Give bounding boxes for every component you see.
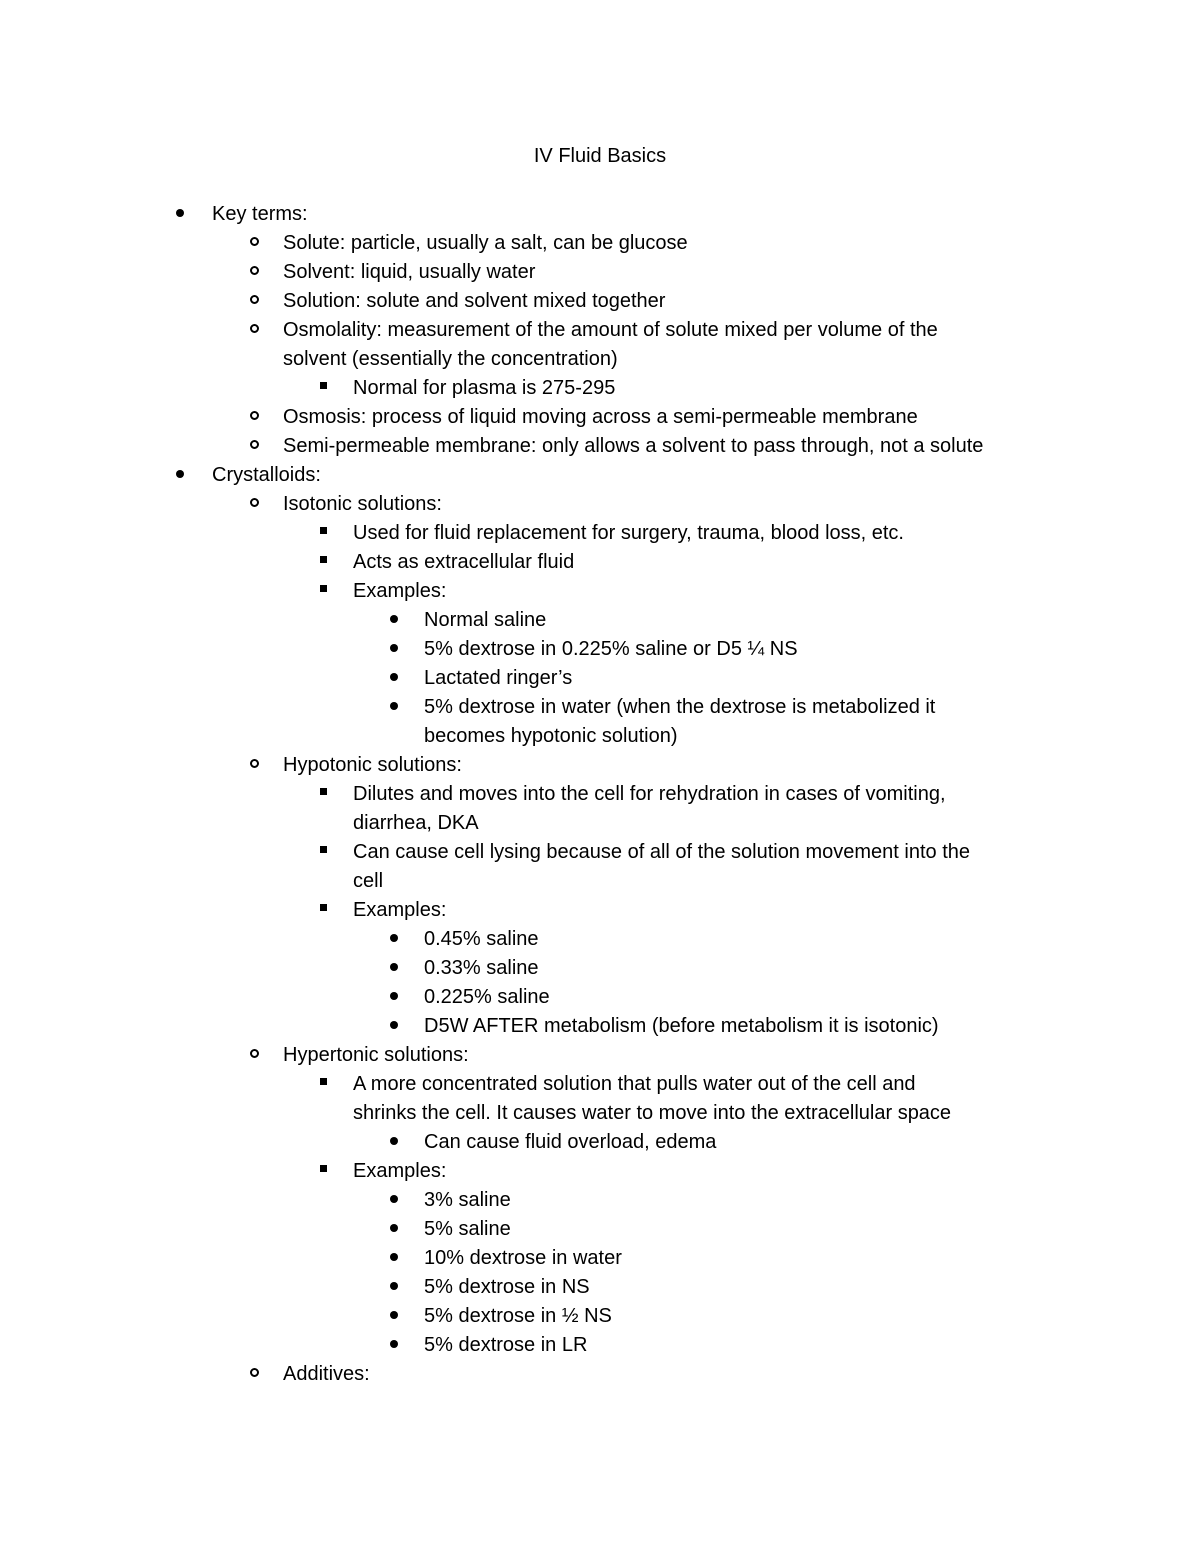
list-item-text: Normal saline bbox=[424, 609, 547, 631]
list-item-text: Hypertonic solutions: bbox=[283, 1044, 469, 1066]
list-item bbox=[0, 1128, 1200, 1157]
list-item-text: becomes hypotonic solution) bbox=[424, 725, 678, 747]
list-item bbox=[0, 1070, 1200, 1099]
list-item-continuation bbox=[0, 809, 1200, 838]
list-item-text: 3% saline bbox=[424, 1189, 511, 1211]
list-item bbox=[0, 780, 1200, 809]
list-item-text: Additives: bbox=[283, 1363, 370, 1385]
list-item-text: Osmolality: measurement of the amount of solute mixed per volume of the bbox=[283, 319, 938, 341]
bullet-square-icon bbox=[320, 577, 327, 606]
list-item-text: Isotonic solutions: bbox=[283, 493, 442, 515]
list-item-text: Dilutes and moves into the cell for rehydration in cases of vomiting, bbox=[353, 783, 946, 805]
list-item-text: Can cause fluid overload, edema bbox=[424, 1131, 717, 1153]
list-item-text: Crystalloids: bbox=[212, 464, 321, 486]
list-item bbox=[0, 461, 1200, 490]
list-item bbox=[0, 316, 1200, 345]
bullet-dot-icon bbox=[390, 664, 398, 693]
list-item bbox=[0, 635, 1200, 664]
outline-list bbox=[0, 200, 1200, 1389]
list-item-text: Solvent: liquid, usually water bbox=[283, 261, 536, 283]
bullet-dot-icon bbox=[390, 1244, 398, 1273]
list-item-text: Solution: solute and solvent mixed together bbox=[283, 290, 666, 312]
list-item bbox=[0, 925, 1200, 954]
list-item-text: 5% dextrose in water (when the dextrose is metabolized it bbox=[424, 696, 936, 718]
bullet-dot-icon bbox=[390, 925, 398, 954]
list-item-text: solvent (essentially the concentration) bbox=[283, 348, 618, 370]
list-item bbox=[0, 1331, 1200, 1360]
bullet-dot-icon bbox=[390, 1273, 398, 1302]
list-item bbox=[0, 1273, 1200, 1302]
list-item-text: diarrhea, DKA bbox=[353, 812, 479, 834]
list-item bbox=[0, 1244, 1200, 1273]
list-item-text: 5% dextrose in 0.225% saline or D5 ¼ NS bbox=[424, 638, 798, 660]
bullet-dot-icon bbox=[390, 635, 398, 664]
bullet-dot-icon bbox=[176, 200, 184, 229]
bullet-dot-icon bbox=[390, 1128, 398, 1157]
list-item-text: Acts as extracellular fluid bbox=[353, 551, 575, 573]
bullet-circle-icon bbox=[250, 490, 259, 519]
bullet-square-icon bbox=[320, 374, 327, 403]
list-item-text: 5% saline bbox=[424, 1218, 511, 1240]
list-item bbox=[0, 1215, 1200, 1244]
list-item bbox=[0, 1186, 1200, 1215]
list-item-text: Examples: bbox=[353, 580, 447, 602]
bullet-square-icon bbox=[320, 838, 327, 867]
list-item bbox=[0, 258, 1200, 287]
bullet-dot-icon bbox=[176, 461, 184, 490]
bullet-dot-icon bbox=[390, 606, 398, 635]
list-item-continuation bbox=[0, 722, 1200, 751]
list-item-text: Solute: particle, usually a salt, can be glucose bbox=[283, 232, 688, 254]
list-item-text: cell bbox=[353, 870, 384, 892]
bullet-dot-icon bbox=[390, 693, 398, 722]
bullet-square-icon bbox=[320, 548, 327, 577]
bullet-circle-icon bbox=[250, 316, 259, 345]
list-item-text: Normal for plasma is 275-295 bbox=[353, 377, 616, 399]
bullet-circle-icon bbox=[250, 1041, 259, 1070]
bullet-dot-icon bbox=[390, 1012, 398, 1041]
list-item-text: Semi-permeable membrane: only allows a solvent to pass through, not a solute bbox=[283, 435, 984, 457]
list-item bbox=[0, 838, 1200, 867]
list-item bbox=[0, 577, 1200, 606]
list-item-text: Key terms: bbox=[212, 203, 308, 225]
list-item-text: A more concentrated solution that pulls water out of the cell and bbox=[353, 1073, 916, 1095]
list-item-text: Osmosis: process of liquid moving across a semi-permeable membrane bbox=[283, 406, 918, 428]
list-item-continuation bbox=[0, 867, 1200, 896]
bullet-square-icon bbox=[320, 519, 327, 548]
list-item bbox=[0, 548, 1200, 577]
bullet-circle-icon bbox=[250, 403, 259, 432]
list-item bbox=[0, 664, 1200, 693]
list-item bbox=[0, 1157, 1200, 1186]
list-item-text: 5% dextrose in ½ NS bbox=[424, 1305, 612, 1327]
bullet-circle-icon bbox=[250, 1360, 259, 1389]
list-item bbox=[0, 432, 1200, 461]
list-item bbox=[0, 693, 1200, 722]
list-item bbox=[0, 403, 1200, 432]
list-item-text: Examples: bbox=[353, 899, 447, 921]
bullet-circle-icon bbox=[250, 751, 259, 780]
list-item-text: 0.225% saline bbox=[424, 986, 550, 1008]
list-item-text: Examples: bbox=[353, 1160, 447, 1182]
page-title: IV Fluid Basics bbox=[533, 145, 667, 167]
bullet-square-icon bbox=[320, 1070, 327, 1099]
bullet-dot-icon bbox=[390, 954, 398, 983]
list-item bbox=[0, 490, 1200, 519]
list-item bbox=[0, 1302, 1200, 1331]
list-item bbox=[0, 1041, 1200, 1070]
bullet-square-icon bbox=[320, 780, 327, 809]
bullet-circle-icon bbox=[250, 432, 259, 461]
bullet-dot-icon bbox=[390, 983, 398, 1012]
list-item-continuation bbox=[0, 1099, 1200, 1128]
list-item-text: 0.45% saline bbox=[424, 928, 539, 950]
list-item-text: shrinks the cell. It causes water to move into the extracellular space bbox=[353, 1102, 952, 1124]
list-item-text: D5W AFTER metabolism (before metabolism it is isotonic) bbox=[424, 1015, 939, 1037]
list-item-text: Hypotonic solutions: bbox=[283, 754, 462, 776]
bullet-square-icon bbox=[320, 896, 327, 925]
list-item bbox=[0, 287, 1200, 316]
list-item bbox=[0, 1012, 1200, 1041]
list-item bbox=[0, 983, 1200, 1012]
bullet-circle-icon bbox=[250, 229, 259, 258]
list-item bbox=[0, 751, 1200, 780]
list-item-text: 5% dextrose in LR bbox=[424, 1334, 588, 1356]
bullet-circle-icon bbox=[250, 287, 259, 316]
list-item bbox=[0, 896, 1200, 925]
bullet-circle-icon bbox=[250, 258, 259, 287]
list-item-text: 5% dextrose in NS bbox=[424, 1276, 590, 1298]
list-item bbox=[0, 606, 1200, 635]
list-item bbox=[0, 229, 1200, 258]
bullet-square-icon bbox=[320, 1157, 327, 1186]
list-item-text: 10% dextrose in water bbox=[424, 1247, 622, 1269]
bullet-dot-icon bbox=[390, 1186, 398, 1215]
bullet-dot-icon bbox=[390, 1215, 398, 1244]
list-item bbox=[0, 374, 1200, 403]
bullet-dot-icon bbox=[390, 1302, 398, 1331]
list-item-text: 0.33% saline bbox=[424, 957, 539, 979]
list-item-continuation bbox=[0, 345, 1200, 374]
list-item-text: Used for fluid replacement for surgery, trauma, blood loss, etc. bbox=[353, 522, 904, 544]
list-item bbox=[0, 954, 1200, 983]
list-item bbox=[0, 519, 1200, 548]
list-item bbox=[0, 1360, 1200, 1389]
list-item-text: Can cause cell lysing because of all of the solution movement into the bbox=[353, 841, 971, 863]
bullet-dot-icon bbox=[390, 1331, 398, 1360]
list-item bbox=[0, 200, 1200, 229]
list-item-text: Lactated ringer’s bbox=[424, 667, 573, 689]
